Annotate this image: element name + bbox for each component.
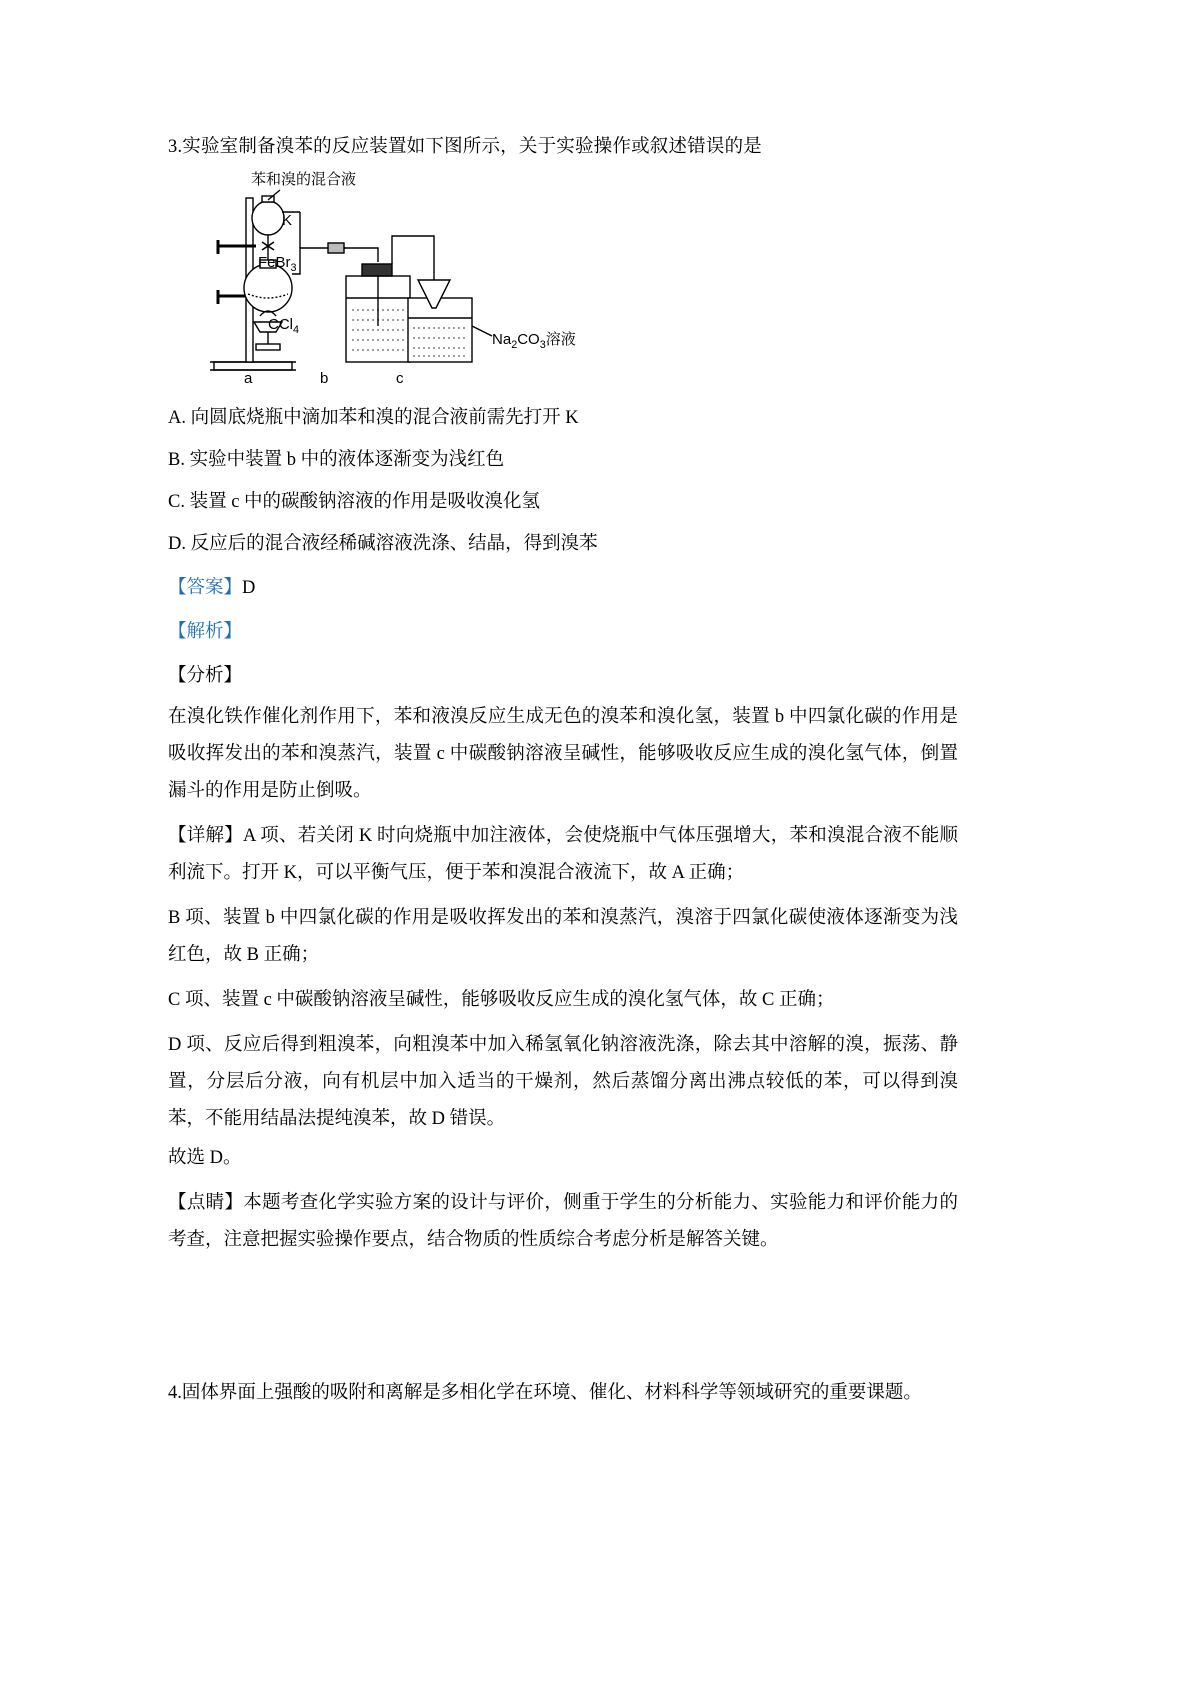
option-a[interactable]: A. 向圆底烧瓶中滴加苯和溴的混合液前需先打开 K: [168, 408, 579, 428]
figure-label-a: a: [244, 370, 253, 387]
option-d[interactable]: D. 反应后的混合液经稀碱溶液洗涤、结晶，得到溴苯: [168, 534, 598, 554]
answer-line: [168, 573, 958, 603]
analysis-paragraph-4: C 项、装置 c 中碳酸钠溶液呈碱性，能够吸收反应生成的溴化氢气体，故 C 正确；: [168, 990, 835, 1010]
next-question: 4.固体界面上强酸的吸附和离解是多相化学在环境、催化、材料科学等领域研究的重要课题。: [168, 1383, 922, 1403]
fenxi-label-line: [168, 661, 958, 691]
apparatus-diagram: [196, 176, 616, 391]
analysis-paragraph-3: B 项、装置 b 中四氯化碳的作用是吸收挥发出的苯和溴蒸汽，溴溶于四氯化碳使液体逐渐变为浅红色，故 B 正确；: [168, 908, 958, 965]
question-block: [168, 132, 958, 1259]
figure-label-febr3: FeBr$_3$: [258, 254, 297, 274]
analysis-paragraph-5: D 项、反应后得到粗溴苯，向粗溴苯中加入稀氢氧化钠溶液洗涤，除去其中溶解的溴，振荡、静置，分层后分液，向有机层中加入适当的干燥剂，然后蒸馏分离出沸点较低的苯，可以得到溴苯，不能用结晶法提纯溴苯，故 D 错误。: [168, 1035, 958, 1129]
analysis-label-line: [168, 617, 958, 647]
question-number: 3.: [168, 137, 183, 157]
option-c[interactable]: C. 装置 c 中的碳酸钠溶液的作用是吸收溴化氢: [168, 492, 541, 512]
analysis-paragraph-2: 【详解】A 项、若关闭 K 时向烧瓶中加注液体，会使烧瓶中气体压强增大，苯和溴混合液不能顺利流下。打开 K，可以平衡气压，便于苯和溴混合液流下，故 A 正确；: [168, 826, 958, 883]
experiment-apparatus-figure: [196, 171, 616, 391]
figure-label-ccl4: CCl$_4$: [268, 316, 300, 336]
question-text: 实验室制备溴苯的反应装置如下图所示，关于实验操作或叙述错误的是: [182, 137, 762, 157]
analysis-paragraph-1: 在溴化铁作催化剂作用下，苯和液溴反应生成无色的溴苯和溴化氢，装置 b 中四氯化碳的作用是吸收挥发出的苯和溴蒸汽，装置 c 中碳酸钠溶液呈碱性，能够吸收反应生成的溴化氢气体，倒置漏斗的作用是防止倒吸。: [168, 707, 958, 801]
answer-label: 【答案】: [168, 578, 243, 598]
question-stem: [168, 132, 958, 162]
analysis-dianjing: 【点睛】本题考查化学实验方案的设计与评价，侧重于学生的分析能力、实验能力和评价能力的考查，注意把握实验操作要点，结合物质的性质综合考虑分析是解答关键。: [168, 1193, 958, 1250]
option-b[interactable]: B. 实验中装置 b 中的液体逐渐变为浅红色: [168, 450, 505, 470]
answer-value: D: [242, 578, 256, 598]
figure-label-valve: K: [282, 212, 293, 229]
fenxi-label: 【分析】: [168, 666, 243, 686]
analysis-conclusion: 故选 D。: [168, 1148, 242, 1168]
figure-label-c: c: [396, 370, 404, 387]
analysis-label: 【解析】: [168, 622, 243, 642]
figure-label-na2co3: $Na_2CO_3$溶液: [492, 331, 576, 351]
figure-label-b: b: [320, 370, 329, 387]
figure-label-mixture: 苯和溴的混合液: [251, 171, 357, 188]
